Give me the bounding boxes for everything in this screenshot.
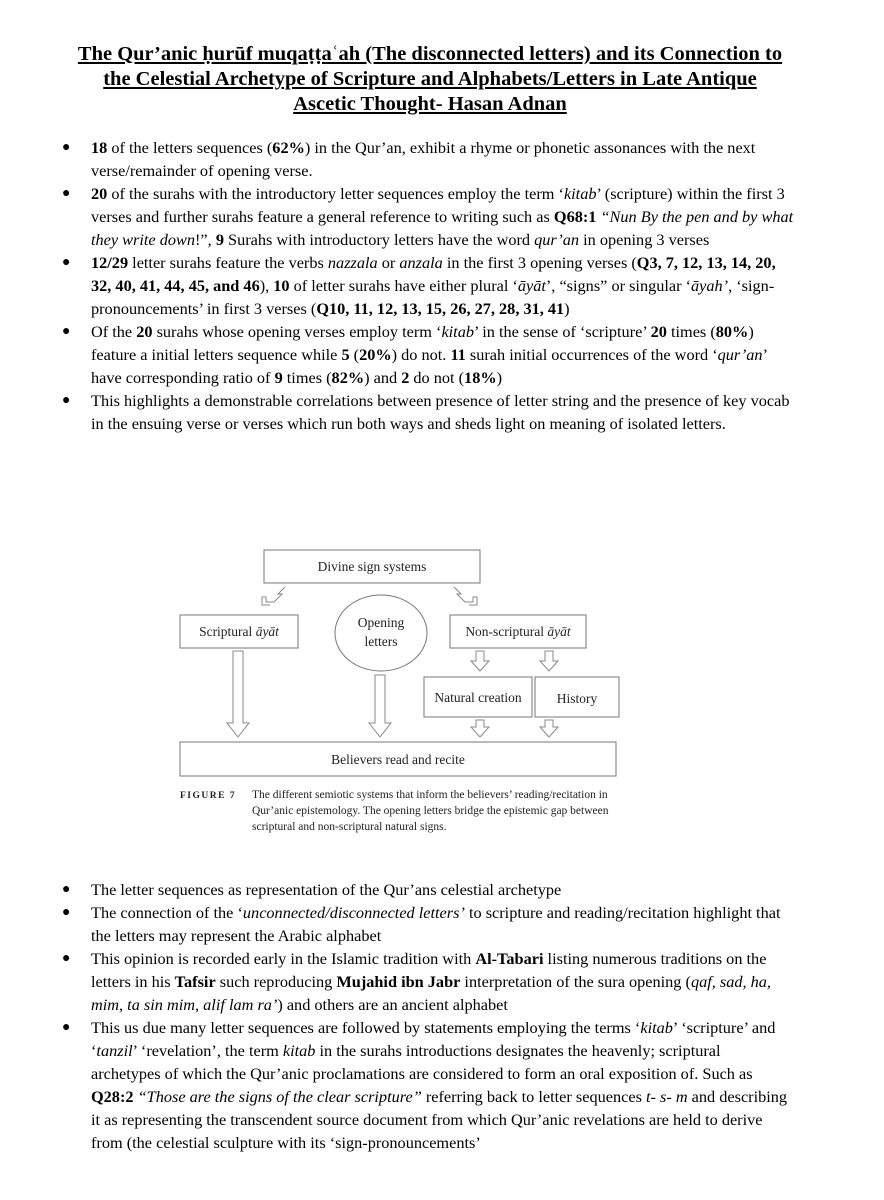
label-believers: Believers read and recite (331, 752, 465, 767)
label-natural-creation: Natural creation (434, 690, 522, 705)
title-line-1: The Qur’anic ḥurūf muqaṭṭaʿah (The disconnected letters) and its Connection to (77, 43, 783, 65)
bullet-icon: ● (62, 255, 71, 270)
arrow-scriptural-to-believers (227, 651, 249, 737)
arrow-down-left (262, 587, 285, 605)
label-scriptural: Scriptural āyāt (199, 624, 279, 639)
circle-opening-letters (335, 595, 427, 671)
bullet-list-bottom (0, 878, 884, 1154)
page-title (30, 42, 830, 117)
arrow-to-history (540, 651, 558, 671)
bullet-icon: ● (62, 324, 71, 339)
bullet-text: The letter sequences as representation of the Qur’ans celestial archetype (91, 880, 562, 899)
caption-label: FIGURE 7 (180, 791, 237, 801)
label-nonscriptural: Non-scriptural āyāt (465, 624, 571, 639)
bullet-icon: ● (62, 186, 71, 201)
figure-7 (178, 545, 628, 865)
bullet-text: This opinion is recorded early in the Islamic tradition with Al-Tabari listing numerous traditions on the letters in his Tafsir such reproducing Mujahid ibn Jabr interpretation of the sura opening (qaf, sad, ha, mim, ta sin mim, alif lam ra’) and others are an ancient alphabet (91, 949, 771, 1014)
arrow-natural-to-believers (471, 720, 489, 737)
bullet-text: This us due many letter sequences are followed by statements employing the terms ‘kitab’ ‘scripture’ and ‘tanzil’ ‘revelation’, the term kitab in the surahs introductions designates the heavenly; scriptural archetypes of which the Qur’anic proclamations are considered to form an oral exposition of. Such as Q28:2 “Those are the signs of the clear scripture” referring back to letter sequences t- s- m and describing it as representing the transcendent source document from which Qur’anic revelations are held to derive from (the celestial sculpture with its ‘sign-pronouncements’ (91, 1018, 788, 1152)
arrow-to-natural (471, 651, 489, 671)
arrow-down-right (454, 587, 477, 605)
list-item (0, 947, 884, 1016)
list-item (0, 182, 884, 251)
bullet-text: 18 of the letters sequences (62%) in the Qur’an, exhibit a rhyme or phonetic assonances with the next verse/remainder of opening verse. (91, 138, 756, 180)
bullet-icon: ● (62, 951, 71, 966)
bullet-icon: ● (62, 882, 71, 897)
bullet-text: Of the 20 surahs whose opening verses employ term ‘kitab’ in the sense of ‘scripture’ 20 times (80%) feature a initial letters sequence while 5 (20%) do not. 11 surah initial occurrences of the word ‘qur’an’ have corresponding ratio of 9 times (82%) and 2 do not (18%) (91, 322, 767, 387)
list-item (0, 901, 884, 947)
bullet-icon: ● (62, 905, 71, 920)
bullet-list-top (0, 136, 884, 435)
label-opening-line2: letters (364, 634, 398, 649)
title-line-2: the Celestial Archetype of Scripture and Alphabets/Letters in Late Antique (103, 68, 757, 90)
list-item (0, 136, 884, 182)
caption-text: The different semiotic systems that inform the believers’ reading/recitation in Qur’anic epistemology. The opening letters bridge the epistemic gap between scriptural and non-scriptural natural signs. (252, 789, 609, 833)
bullet-text: 20 of the surahs with the introductory letter sequences employ the term ‘kitab’ (scripture) within the first 3 verses and further surahs feature a general reference to writing such as Q68:1 “Nun By the pen and by what they write down!”, 9 Surahs with introductory letters have the word qur’an in opening 3 verses (91, 184, 794, 249)
bullet-text: 12/29 letter surahs feature the verbs nazzala or anzala in the first 3 opening verses (Q3, 7, 12, 13, 14, 20, 32, 40, 41, 44, 45, and 46), 10 of letter surahs have either plural ‘āyāt’, “signs” or singular ‘āyah’, ‘sign-pronouncements’ in first 3 verses (Q10, 11, 12, 13, 15, 26, 27, 28, 31, 41) (91, 253, 776, 318)
bullet-icon: ● (62, 1020, 71, 1035)
label-history: History (556, 691, 598, 706)
semiotic-diagram (178, 545, 628, 785)
bullet-text: The connection of the ‘unconnected/disconnected letters’ to scripture and reading/recitation highlight that the letters may represent the Arabic alphabet (91, 903, 781, 945)
list-item (0, 251, 884, 320)
label-divine-sign-systems: Divine sign systems (317, 559, 427, 574)
arrow-history-to-believers (540, 720, 558, 737)
title-line-3: Ascetic Thought- Hasan Adnan (293, 93, 567, 115)
list-item (0, 389, 884, 435)
arrow-opening-to-believers (369, 675, 391, 737)
label-opening-line1: Opening (357, 615, 405, 630)
list-item (0, 878, 884, 901)
bullet-icon: ● (62, 140, 71, 155)
bullet-icon: ● (62, 393, 71, 408)
list-item (0, 320, 884, 389)
bullet-text: This highlights a demonstrable correlations between presence of letter string and the presence of key vocab in the ensuing verse or verses which run both ways and sheds light on meaning of isolated letters. (91, 391, 790, 433)
list-item (0, 1016, 884, 1154)
